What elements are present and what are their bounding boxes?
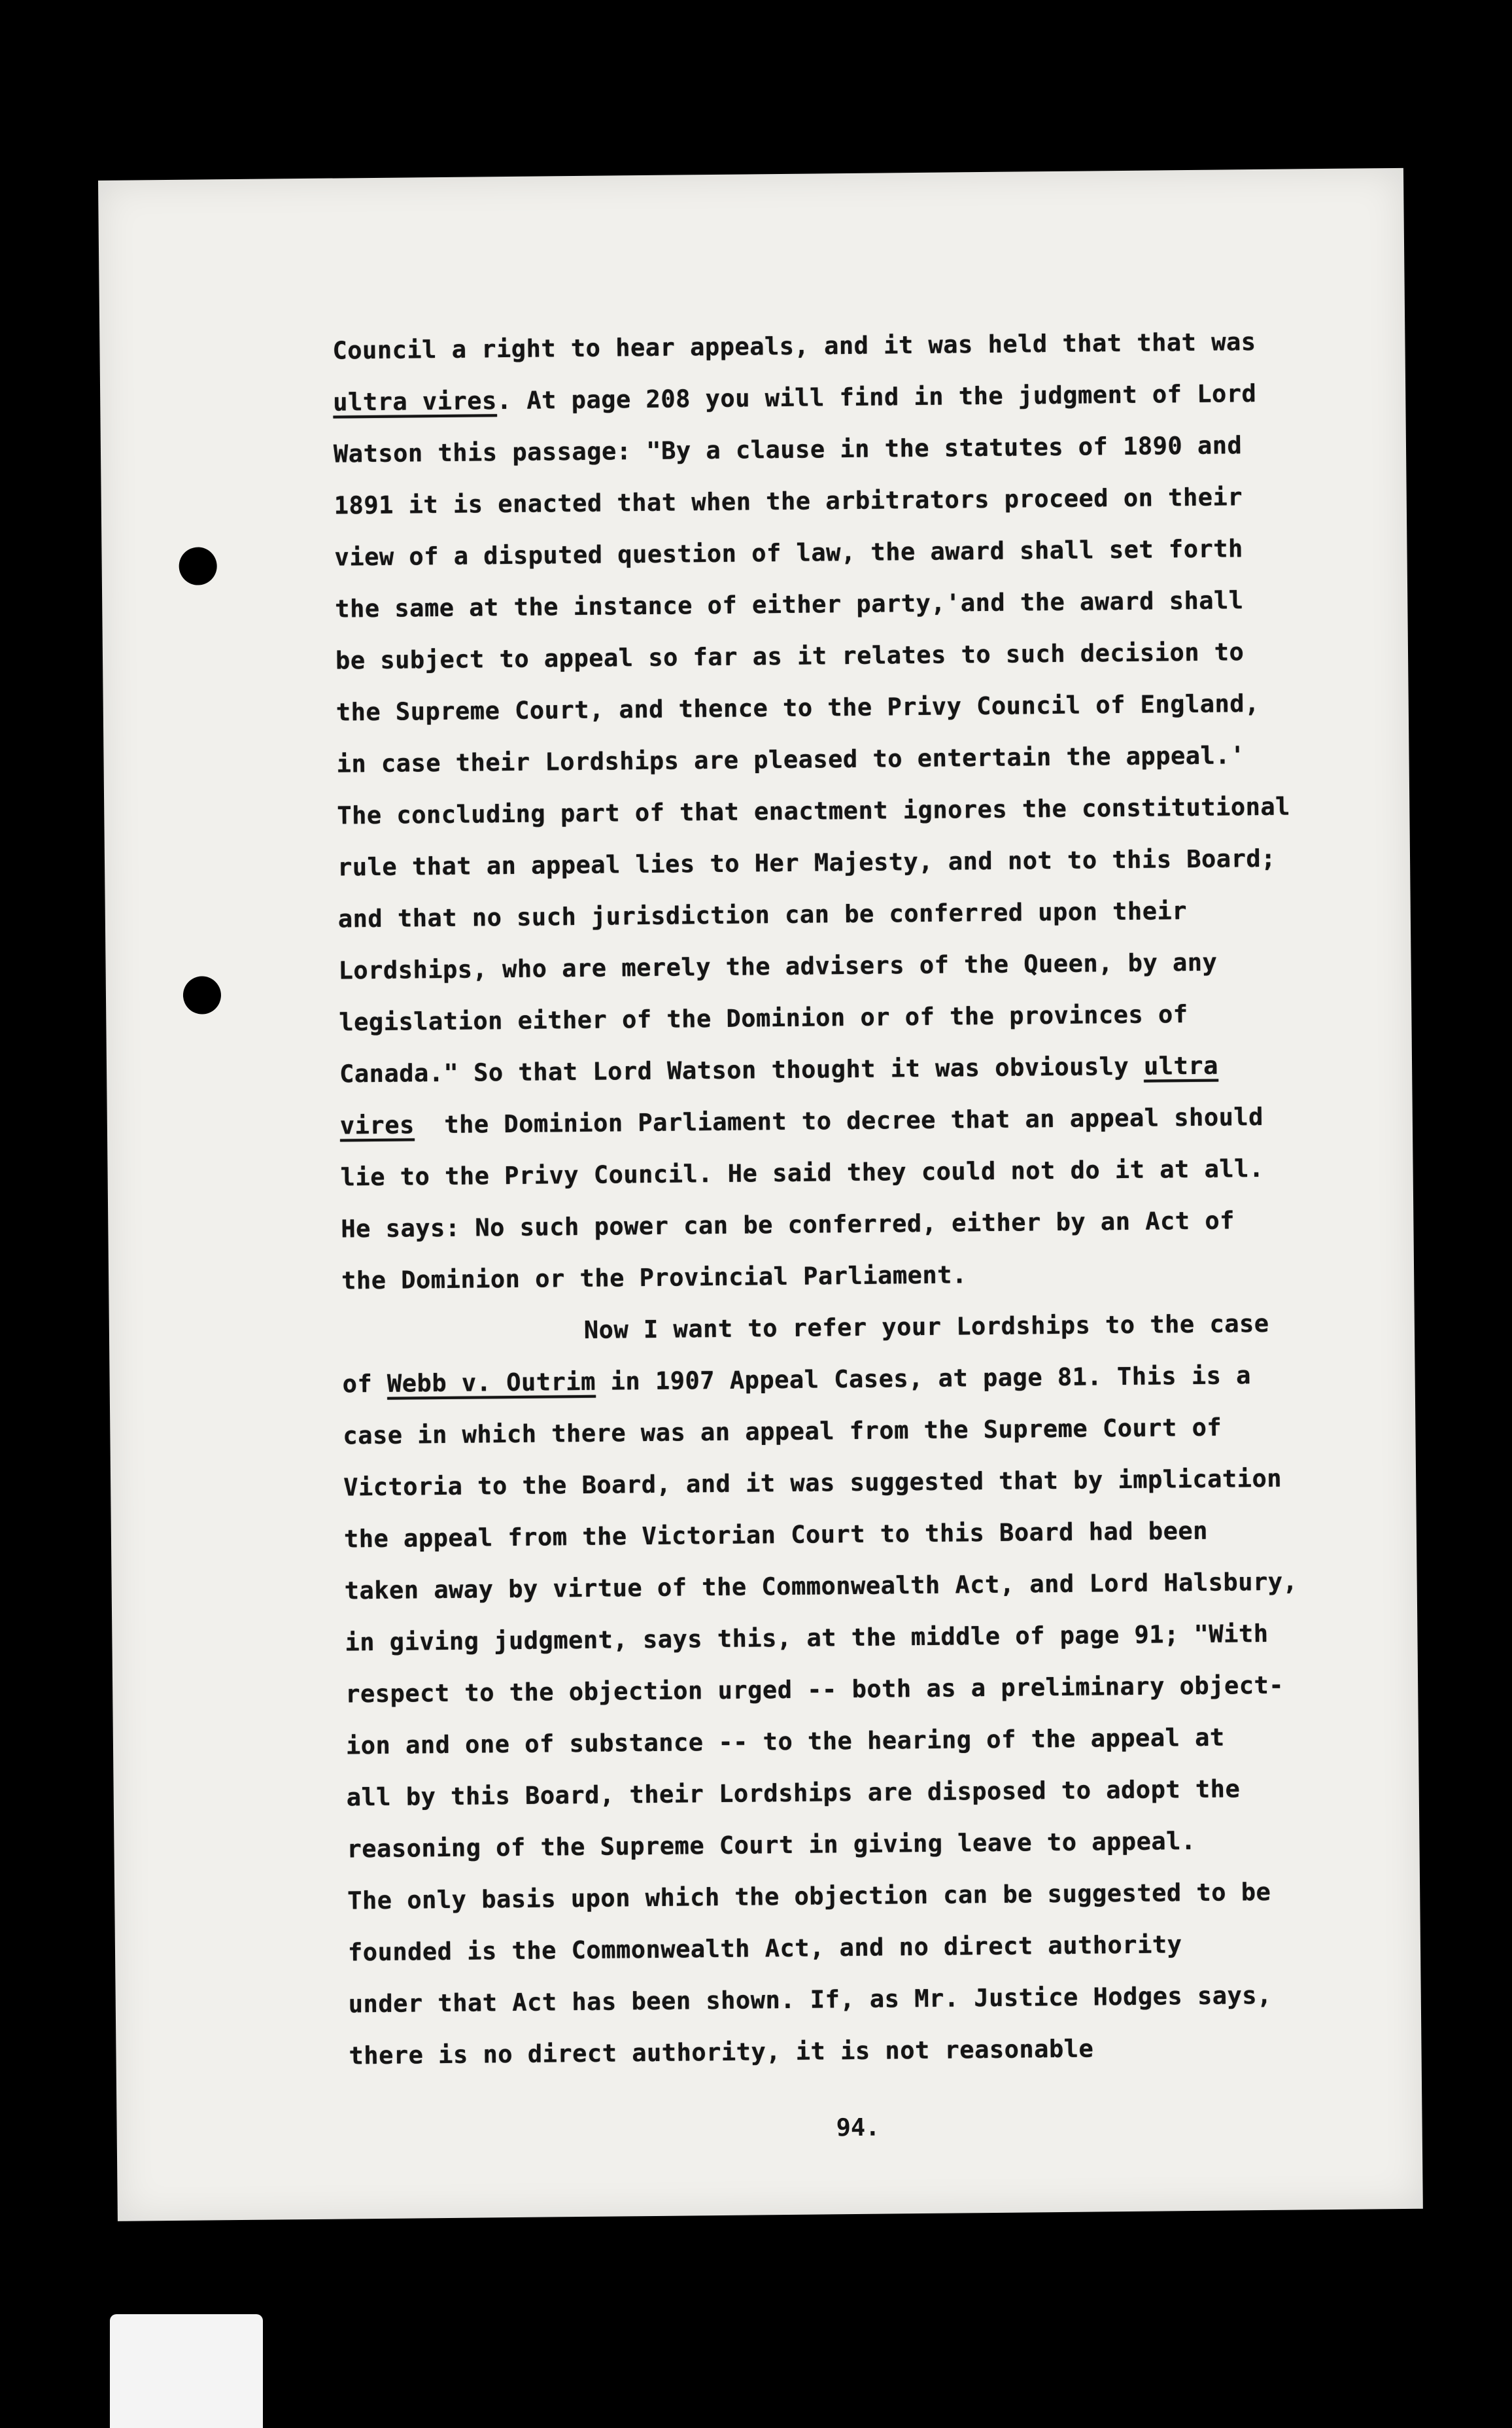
text-line bbox=[339, 987, 1360, 1049]
text-line bbox=[341, 1194, 1362, 1255]
underlined-term: ultra bbox=[1143, 1051, 1219, 1081]
text-segment: in case their Lordships are pleased to entertain the appeal.' bbox=[336, 741, 1246, 778]
body-text bbox=[332, 315, 1369, 2082]
text-line bbox=[332, 315, 1353, 377]
text-segment: Council a right to hear appeals, and it was held that that was bbox=[332, 328, 1256, 365]
text-segment: Victoria to the Board, and it was suggested that by implication bbox=[343, 1464, 1282, 1502]
text-line bbox=[335, 677, 1356, 738]
text-line-indented bbox=[342, 1297, 1363, 1359]
text-line bbox=[344, 1504, 1365, 1565]
text-segment: Canada." So that Lord Watson thought it was obviously bbox=[339, 1052, 1144, 1088]
text-line bbox=[341, 1245, 1362, 1307]
text-line bbox=[345, 1607, 1366, 1669]
text-line bbox=[337, 780, 1358, 842]
text-line bbox=[349, 2020, 1369, 2081]
punch-hole-bottom bbox=[183, 976, 222, 1015]
underlined-term: vires bbox=[339, 1111, 415, 1140]
underlined-term: ultra vires bbox=[333, 387, 498, 417]
text-segment: Now I want to refer your Lordships to the case bbox=[583, 1309, 1269, 1344]
text-line bbox=[347, 1865, 1368, 1926]
text-segment: be subject to appeal so far as it relates to such decision to bbox=[335, 638, 1245, 675]
text-segment: in 1907 Appeal Cases, at page 81. This is a bbox=[595, 1361, 1252, 1396]
text-segment: taken away by virtue of the Commonwealth Act, and Lord Halsbury, bbox=[344, 1567, 1298, 1605]
text-segment: and that no such jurisdiction can be conferred upon their bbox=[337, 897, 1188, 933]
document-sheet bbox=[98, 168, 1423, 2221]
text-segment: the appeal from the Victorian Court to this Board had been bbox=[343, 1516, 1209, 1553]
text-segment: case in which there was an appeal from the Supreme Court of bbox=[343, 1413, 1222, 1450]
text-line bbox=[339, 1039, 1360, 1100]
text-line bbox=[335, 574, 1356, 635]
text-line bbox=[333, 367, 1354, 428]
text-segment: under that Act has been shown. If, as Mr. Justice Hodges says, bbox=[348, 1981, 1273, 2019]
film-label-tab bbox=[110, 2314, 263, 2428]
text-segment: legislation either of the Dominion or of the provinces of bbox=[339, 1000, 1188, 1037]
text-line bbox=[334, 470, 1354, 532]
text-line bbox=[345, 1659, 1366, 1720]
text-segment: there is no direct authority, it is not reasonable bbox=[349, 2034, 1094, 2070]
text-line bbox=[334, 419, 1354, 480]
text-line bbox=[337, 832, 1358, 893]
text-line bbox=[338, 935, 1359, 997]
text-line bbox=[343, 1400, 1364, 1462]
case-name-underlined: Webb v. Outrim bbox=[387, 1367, 596, 1398]
text-segment: in giving judgment, says this, at the middle of page 91; "With bbox=[345, 1619, 1269, 1657]
text-line bbox=[348, 1968, 1369, 2030]
text-segment: of bbox=[342, 1369, 388, 1398]
text-segment: the Supreme Court, and thence to the Privy Council of England, bbox=[335, 689, 1260, 727]
text-segment: all by this Board, their Lordships are disposed to adopt the bbox=[346, 1775, 1241, 1812]
text-segment: view of a disputed question of law, the award shall set forth bbox=[334, 534, 1244, 572]
text-segment: The only basis upon which the objection can be suggested to be bbox=[347, 1877, 1271, 1915]
text-line bbox=[336, 729, 1357, 790]
text-line bbox=[347, 1813, 1367, 1875]
text-segment: the Dominion or the Provincial Parliament. bbox=[341, 1260, 967, 1295]
text-segment: lie to the Privy Council. He said they could not do it at all. bbox=[340, 1154, 1264, 1192]
text-segment: He says: No such power can be conferred, either by an Act of bbox=[341, 1206, 1235, 1243]
text-line bbox=[335, 625, 1356, 687]
text-segment: The concluding part of that enactment ignores the constitutional bbox=[337, 792, 1291, 830]
text-line bbox=[343, 1452, 1364, 1514]
text-segment: the Dominion Parliament to decree that an appeal should bbox=[414, 1102, 1264, 1139]
text-line bbox=[346, 1761, 1367, 1823]
text-line bbox=[344, 1555, 1365, 1617]
text-segment: ion and one of substance -- to the hearing of the appeal at bbox=[345, 1723, 1225, 1760]
text-segment: respect to the objection urged -- both as a preliminary object- bbox=[345, 1671, 1284, 1708]
text-line bbox=[342, 1349, 1363, 1410]
text-line bbox=[337, 884, 1358, 945]
page-number: 94. bbox=[836, 2113, 880, 2142]
text-segment: Lordships, who are merely the advisers of the Queen, by any bbox=[338, 948, 1218, 985]
text-line bbox=[348, 1916, 1369, 1978]
text-segment: the same at the instance of either party,'and the award shall bbox=[335, 586, 1244, 623]
text-segment: reasoning of the Supreme Court in giving leave to appeal. bbox=[347, 1827, 1196, 1864]
text-segment: founded is the Commonwealth Act, and no direct authority bbox=[347, 1930, 1182, 1967]
text-segment: Watson this passage: "By a clause in the statutes of 1890 and bbox=[333, 431, 1243, 468]
text-line bbox=[346, 1710, 1367, 1771]
text-segment: rule that an appeal lies to Her Majesty, and not to this Board; bbox=[337, 844, 1277, 882]
punch-hole-top bbox=[179, 547, 217, 585]
text-line bbox=[340, 1090, 1361, 1152]
text-segment: 1891 it is enacted that when the arbitrators proceed on their bbox=[334, 483, 1243, 520]
text-line bbox=[340, 1142, 1361, 1204]
text-line bbox=[334, 522, 1355, 583]
text-segment: . At page 208 you will find in the judgment of Lord bbox=[496, 379, 1257, 415]
